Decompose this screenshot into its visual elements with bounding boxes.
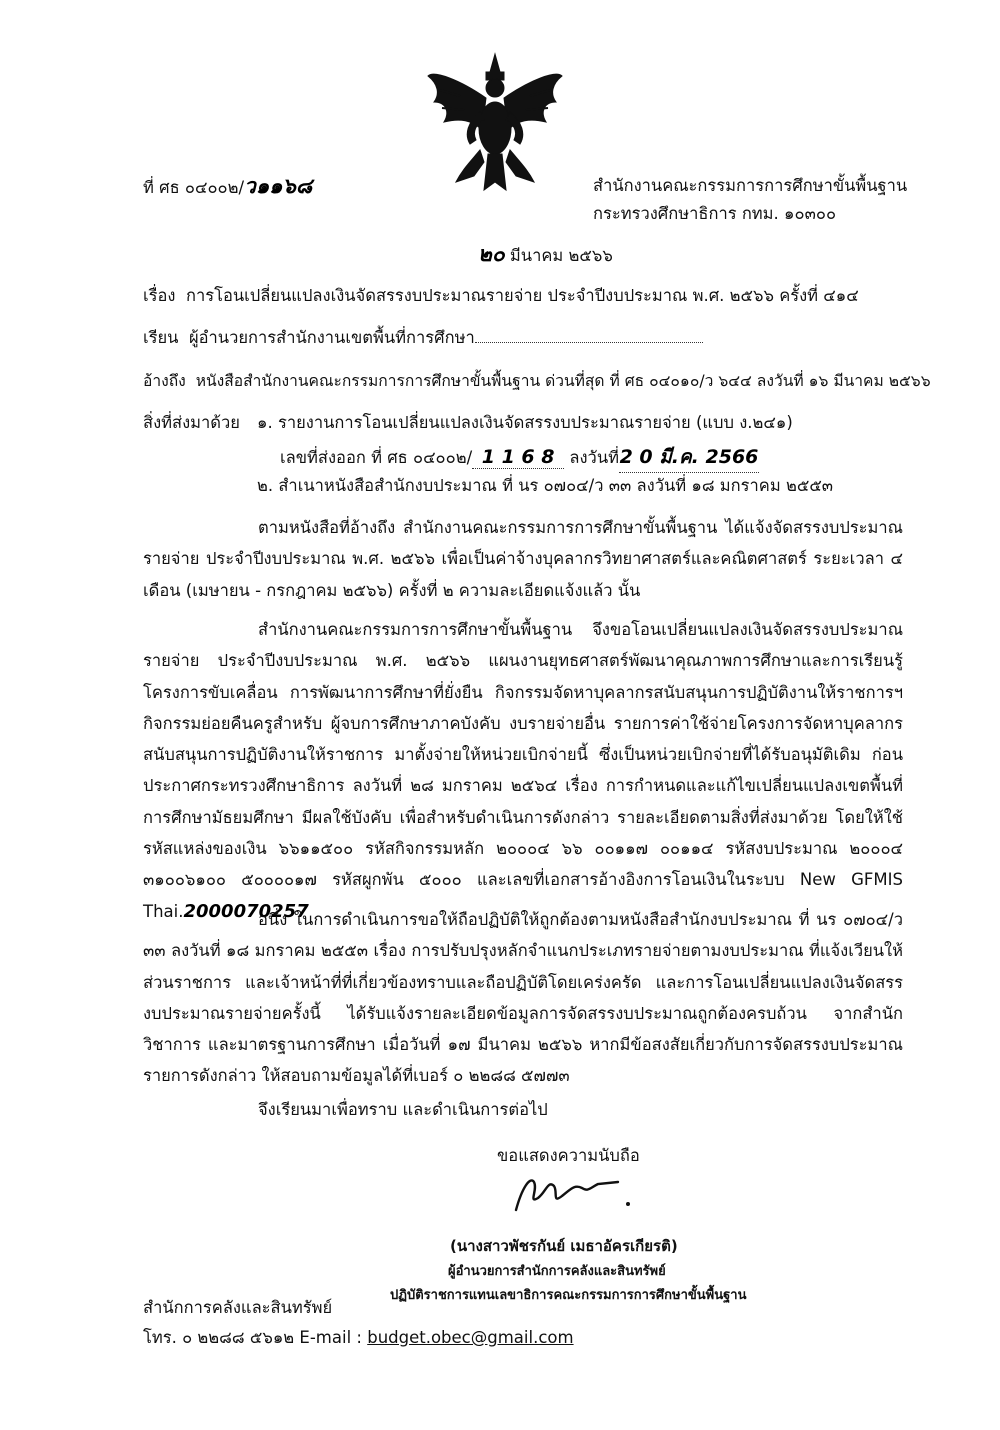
signatory-title: ผู้อำนวยการสำนักการคลังและสินทรัพย์ (448, 1264, 666, 1279)
subject-label: เรื่อง (143, 286, 176, 305)
footer-email-link[interactable]: budget.obec@gmail.com (367, 1328, 574, 1347)
garuda-emblem-icon (420, 50, 570, 200)
enclosure-export-no-label: เลขที่ส่งออก ที่ ศธ ๐๔๐๐๒/ (280, 448, 473, 467)
recipient-line (143, 325, 703, 351)
enclosure-date-label: ลงวันที่ (569, 448, 619, 467)
footer-department: สำนักการคลังและสินทรัพย์ (143, 1298, 333, 1317)
enclosures-label: สิ่งที่ส่งมาด้วย (143, 413, 240, 432)
body-paragraph-1 (143, 512, 903, 606)
footer-phone: โทร. ๐ ๒๒๘๘ ๕๖๑๒ E-mail : (143, 1328, 362, 1347)
closing-sentence: จึงเรียนมาเพื่อทราบ และดำเนินการต่อไป (258, 1100, 548, 1119)
regards-text: ขอแสดงความนับถือ (497, 1146, 640, 1165)
document-number (143, 170, 312, 203)
enclosure-item-1: ๑. รายงานการโอนเปลี่ยนแปลงเงินจัดสรรงบประมาณรายจ่าย (แบบ ง.๒๔๑) (257, 413, 793, 432)
office-address: กระทรวงศึกษาธิการ กทม. ๑๐๓๐๐ (593, 204, 837, 223)
enclosure-item-1-number (280, 442, 759, 473)
enclosure-date-handwritten: 2 0 มี.ค. 2566 (619, 442, 759, 473)
recipient-text: ผู้อำนวยการสำนักงานเขตพื้นที่การศึกษา (188, 328, 475, 347)
date-day-handwritten: ๒๐ (478, 242, 505, 266)
signatory-acting-title: ปฏิบัติราชการแทนเลขาธิการคณะกรรมการการศึกษาขั้นพื้นฐาน (390, 1288, 747, 1303)
body-paragraph-1-text: ตามหนังสือที่อ้างถึง สำนักงานคณะกรรมการการศึกษาขั้นพื้นฐาน ได้แจ้งจัดสรรงบประมาณ รายจ่าย ประจำปีงบประมาณ พ.ศ. ๒๕๖๖ เพื่อเป็นค่าจ้างบุคลากรวิทยาศาสตร์และคณิตศาสตร์ ระยะเวลา ๔ เดือน (เมษายน - กรกฎาคม ๒๕๖๖) ครั้งที่ ๒ ความละเอียดแจ้งแล้ว นั้น (143, 518, 903, 600)
document-date (478, 238, 613, 271)
signatory-name: (นางสาวพัชรกันย์ เมธาอัครเกียรติ) (450, 1237, 678, 1255)
subject-line (143, 283, 859, 309)
issuing-office (593, 172, 907, 228)
recipient-label: เรียน (143, 328, 179, 347)
footer-contact (143, 1325, 574, 1351)
date-month-year: มีนาคม ๒๕๖๖ (509, 246, 613, 265)
reference-line (143, 368, 931, 393)
gfmis-reference-handwritten: 2000070257 (183, 900, 309, 922)
body-paragraph-3-text: อนึ่ง ในการดำเนินการขอให้ถือปฏิบัติให้ถูกต้องตามหนังสือสำนักงบประมาณ ที่ นร ๐๗๐๔/ว ๓๓ ลงวันที่ ๑๘ มกราคม ๒๕๕๓ เรื่อง การปรับปรุงหลักจำแนกประเภทรายจ่ายตามงบประมาณ ที่แจ้งเวียนให้ ส่วนราชการ และเจ้าหน้าที่ที่เกี่ยวข้องทราบและถือปฏิบัติโดยเคร่งครัด และการโอนเปลี่ยนแปลงเงินจัดสรร งบประมาณรายจ่ายครั้งนี้ ได้รับแจ้งรายละเอียดข้อมูลการจัดสรรงบประมาณถูกต้องครบถ้วน จากสำนักวิชาการ และมาตรฐานการศึกษา เมื่อวันที่ ๑๗ มีนาคม ๒๕๖๖ หากมีข้อสงสัยเกี่ยวกับการจัดสรรงบประมาณรายการดังกล่าว ให้สอบถามข้อมูลได้ที่เบอร์ ๐ ๒๒๘๘ ๕๗๗๓ (143, 910, 903, 1086)
subject-text: การโอนเปลี่ยนแปลงเงินจัดสรรงบประมาณรายจ่าย ประจำปีงบประมาณ พ.ศ. ๒๕๖๖ ครั้งที่ ๔๑๔ (185, 286, 859, 305)
body-paragraph-2 (143, 614, 903, 927)
recipient-blank (475, 342, 703, 343)
handwritten-signature-icon (508, 1168, 648, 1218)
reference-text: หนังสือสำนักงานคณะกรรมการการศึกษาขั้นพื้นฐาน ด่วนที่สุด ที่ ศธ ๐๔๐๑๐/ว ๖๔๔ ลงวันที่ ๑๖ มีนาคม ๒๕๖๖ (195, 372, 931, 390)
enclosure-item-2: ๒. สำเนาหนังสือสำนักงบประมาณ ที่ นร ๐๗๐๔/ว ๓๓ ลงวันที่ ๑๘ มกราคม ๒๕๕๓ (257, 476, 834, 495)
body-paragraph-2-text: สำนักงานคณะกรรมการการศึกษาขั้นพื้นฐาน จึงขอโอนเปลี่ยนแปลงเงินจัดสรรงบประมาณรายจ่าย ประจำปีงบประมาณ พ.ศ. ๒๕๖๖ แผนงานยุทธศาสตร์พัฒนาคุณภาพการศึกษาและการเรียนรู้ โครงการขับเคลื่อน การพัฒนาการศึกษาที่ยั่งยืน กิจกรรมจัดหาบุคลากรสนับสนุนการปฏิบัติงานให้ราชการฯ กิจกรรมย่อยคืนครูสำหรับ ผู้จบการศึกษาภาคบังคับ งบรายจ่ายอื่น รายการค่าใช้จ่ายโครงการจัดหาบุคลากรสนับสนุนการปฏิบัติงานให้ราชการ มาตั้งจ่ายให้หน่วยเบิกจ่ายนี้ ซึ่งเป็นหน่วยเบิกจ่ายที่ได้รับอนุมัติเดิม ก่อนประกาศกระทรวงศึกษาธิการ ลงวันที่ ๒๘ มกราคม ๒๕๖๔ เรื่อง การกำหนดและแก้ไขเปลี่ยนแปลงเขตพื้นที่การศึกษามัธยมศึกษา มีผลใช้บังคับ เพื่อสำหรับดำเนินการดังกล่าว รายละเอียดตามสิ่งที่ส่งมาด้วย โดยให้ใช้รหัสแหล่งของเงิน ๖๖๑๑๕๐๐ รหัสกิจกรรมหลัก ๒๐๐๐๔ ๖๖ ๐๐๑๑๗ ๐๐๑๑๔ รหัสงบประมาณ ๒๐๐๐๔ ๓๑๐๐๖๑๐๐ ๕๐๐๐๐๑๗ รหัสผูกพัน ๕๐๐๐ และเลขที่เอกสารอ้างอิงการโอนเงินในระบบ New GFMIS Thai. (143, 620, 903, 921)
enclosure-export-no-handwritten: 1 1 6 8 (472, 446, 564, 469)
document-number-handwritten: ว๑๑๖๘ (244, 174, 313, 198)
body-paragraph-2-wrapper (143, 614, 903, 927)
office-name: สำนักงานคณะกรรมการการศึกษาขั้นพื้นฐาน (593, 176, 908, 195)
body-paragraph-3 (143, 904, 903, 1092)
document-number-prefix: ที่ ศธ ๐๔๐๐๒/ (143, 178, 245, 197)
reference-label: อ้างถึง (143, 372, 186, 390)
